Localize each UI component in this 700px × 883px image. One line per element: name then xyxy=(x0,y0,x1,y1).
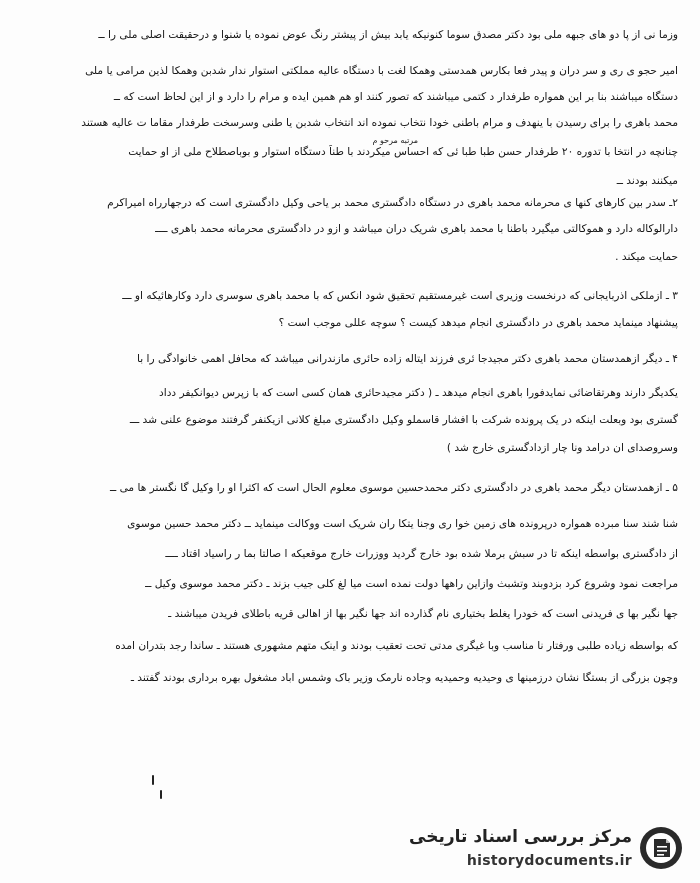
document-center-logo-icon xyxy=(638,825,684,871)
text-line: حمایت میکند . xyxy=(615,251,678,263)
text-line: شنا شند سنا مبرده همواره درپرونده های زمین خوا ری وجنا یتکا ران شریک است ووکالت مینماید ــ دکتر محمد حسین موسوی xyxy=(127,518,678,530)
text-line: ۴ ـ دیگر ازهمدستان محمد باهری دکتر مجیدجا ئری فرزند ایتاله زاده حائری مازندرانی میباشد که محافل اهمی خانوادگی را با xyxy=(136,353,678,365)
text-line: دستگاه میباشند بنا بر این همواره طرفدار د کتمی میباشند که تصور کنند او هم همین ایده و مرام را دارد و از این لحاظ است که ــ xyxy=(113,91,678,103)
text-line: پیشنهاد مینماید محمد باهری در دادگستری انجام میدهد کیست ؟ سوچه عللی موجب است ؟ xyxy=(278,317,678,329)
handwritten-note: مرتبه مرحو م xyxy=(372,136,418,145)
text-line: از دادگستری بواسطه اینکه تا در سبش برملا شده بود خارج گردید ووزرات خارج موقعیکه ا صالتا بما ر راسیاد اقتاد ــــ xyxy=(165,548,678,560)
document-body xyxy=(26,28,678,685)
watermark-url: historydocuments.ir xyxy=(466,853,632,869)
text-line: گستری بود وبعلت اینکه در یک پرونده شرکت با افشار قاسملو وکیل دادگستری مبلغ کلانی ازیکنفر گرفتند موضوع علنی شد ـــ xyxy=(129,414,678,426)
paragraph-3 xyxy=(26,188,678,264)
text-line: که بواسطه زیاده طلبی ورفتار نا مناسب وبا غیگری مدتی تحت تعقیب بودند و اینک متهم مشهوری هستند ـ ساندا رجد بتدران امده xyxy=(115,640,678,652)
text-line: امیر حجو ی ری و سر دران و پیدر فعا بکارس همدستی وهمکا لغت با دستگاه عالیه مملکتی استوار ندار شدبن وهمکا لذین مرامی یا ملی xyxy=(85,65,678,77)
text-line: دارالوکاله دارد و هموکالتی میگیرد باطنا با محمد باهری شریک دران میباشد و ازو در دادگستری محرمانه محمد باهری ــــ xyxy=(155,223,678,235)
text-line: جها نگیر بها ی فریدنی است که خودرا یغلط بختیاری نام گذارده اند جها نگیر بها از اهالی قریه باطلای فریدن میباشند ـ xyxy=(168,608,678,620)
paragraph-2 xyxy=(26,130,678,188)
paragraph-4 xyxy=(26,264,678,330)
text-line: محمد باهری را برای رسیدن با ینهدف و مرام باطنی خودا نتخاب نموده اند انتخاب شدبن یا طنی وسرسخت طرفدار مقاما ت عالیه هستند xyxy=(81,117,678,129)
watermark-title: مرکز بررسی اسناد تاریخی xyxy=(409,827,632,847)
watermark-logo xyxy=(409,823,686,877)
text-line: یکدیگر دارند وهرتقاضائی نمایدفورا باهری انجام میدهد ـ ( دکتر مجیدحائری همان کسی است که با زپرس دیوانکیفر دداد xyxy=(159,387,678,399)
text-line: ۲ـ سدر بین کارهای کنها ی محرمانه محمد باهری در دستگاه دادگستری محمد بر یاحی وکیل دادگستری است که درجهارراه امیراکرم xyxy=(107,197,678,209)
text-line: ۳ ـ ازملکی اذربایجانی که درنخست وزیری است غیرمستقیم تحقیق شود انکس که با محمد باهری سوسری دارد وکارهائیکه او ـــ xyxy=(122,290,678,302)
paragraph-5 xyxy=(26,330,678,455)
paragraph-1 xyxy=(26,28,678,130)
text-line: ۵ ـ ازهمدستان دیگر محمد باهری در دادگستری دکتر محمدحسین موسوی معلوم الحال است که اکثرا او را وکیل گا نگستر ها می ــ xyxy=(110,482,678,494)
scan-speck xyxy=(160,790,162,799)
text-line: مراجعت نمود وشروع کرد بزدوبند وتشبث وازاین راهها دولت نمده است میا لغ کلی جیب بزند ـ دکتر محمد موسوی وکیل ــ xyxy=(145,578,678,590)
text-line: وچون بزرگی از بستگا نشان درزمینها ی وحیدیه وحمیدیه وجاده نارمک وزیر باک وشمس اباد مشغول بهره برداری بودند گفتند ـ xyxy=(130,672,678,684)
text-line: چنانچه در انتخا با تدوره ۲۰ طرفدار حسن طبا طبا ئی که احساس میکردند با طناً دستگاه استوار و بوباصطلاح ملی از او حمایت xyxy=(128,146,678,158)
paragraph-6 xyxy=(26,455,678,685)
scan-speck xyxy=(152,775,154,785)
text-line: میکنند بودند ــ xyxy=(616,175,678,187)
text-line: وزما نی از پا دو های جبهه ملی بود دکتر مصدق سوما کنونیکه یابد بیش از پیشتر رنگ عوض نموده یا شنوا و درحقیقت اصلی ملی را ــ xyxy=(98,29,678,41)
text-line: وسروصدای ان درامد ونا چار ازدادگستری خارج شد ) xyxy=(446,442,678,454)
